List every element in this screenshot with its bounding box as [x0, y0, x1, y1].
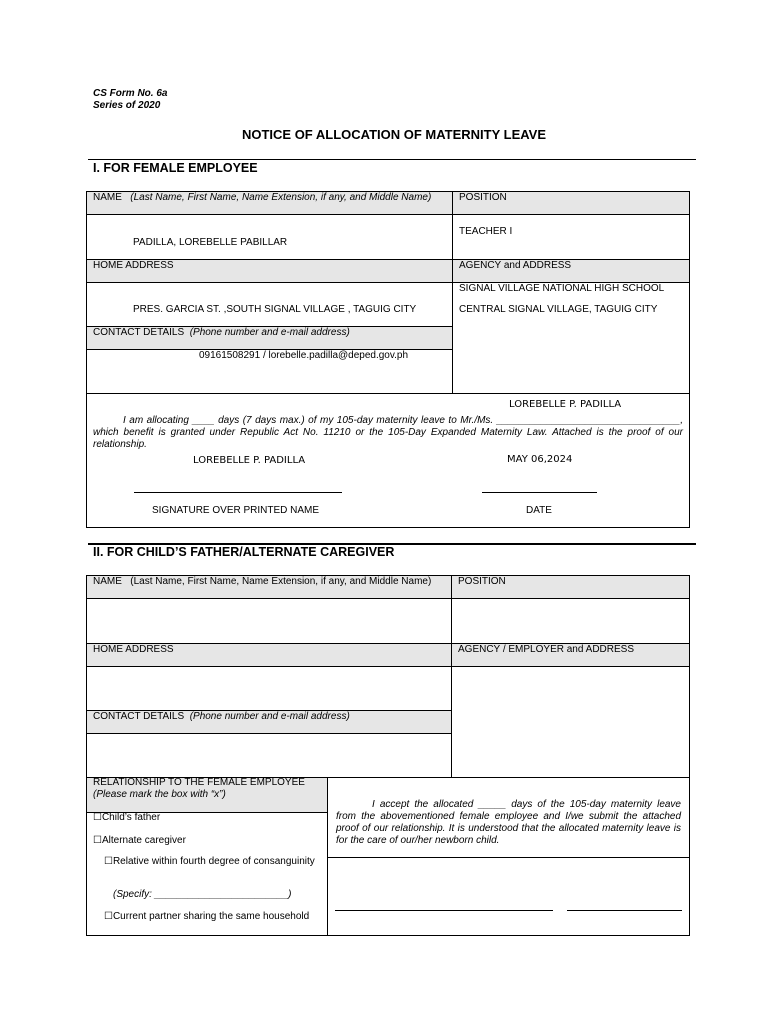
contact-hint: (Phone number and e-mail address): [189, 327, 350, 338]
date-field[interactable]: MAY 06,2024: [507, 454, 573, 465]
contact-label-text: CONTACT DETAILS: [93, 327, 185, 338]
s2-agency-field[interactable]: [453, 668, 688, 776]
agency-field-line1[interactable]: SIGNAL VILLAGE NATIONAL HIGH SCHOOL: [459, 283, 665, 294]
home-address-field[interactable]: PRES. GARCIA ST. ,SOUTH SIGNAL VILLAGE , TAGUIG CITY: [133, 304, 417, 315]
s2-contact-label: [93, 711, 350, 722]
agency-field-line2[interactable]: CENTRAL SIGNAL VILLAGE, TAGUIG CITY: [459, 304, 658, 315]
row-line: [86, 666, 690, 667]
contact-field[interactable]: 09161508291 / lorebelle.padilla@deped.gov.ph: [199, 350, 409, 361]
row-line: [86, 733, 452, 734]
employee-position-field[interactable]: TEACHER I: [459, 226, 513, 237]
option-relative[interactable]: ☐Relative within fourth degree of consanguinity: [104, 856, 315, 867]
name-label-text: NAME: [93, 192, 122, 203]
relationship-hint: (Please mark the box with “x”): [93, 789, 226, 800]
acceptance-statement: I accept the allocated _____ days of the 105-day maternity leave from the abovementioned female employee and I/we submit the attached proof of our relationship. It is understood that the allocated maternity leave is for the care of our/her newborn child.: [336, 799, 681, 846]
date-label: DATE: [526, 505, 552, 516]
row-line: [86, 598, 690, 599]
form-number: CS Form No. 6a: [93, 88, 168, 99]
name-hint: (Last Name, First Name, Name Extension, if any, and Middle Name): [130, 192, 432, 203]
option-childs-father[interactable]: ☐Child’s father: [93, 812, 161, 823]
option-current-partner[interactable]: ☐Current partner sharing the same household: [104, 911, 310, 922]
s2-contact-field[interactable]: [88, 735, 450, 775]
employee-name-field[interactable]: PADILLA, LOREBELLE PABILLAR: [133, 237, 288, 248]
s2-home-address-field[interactable]: [88, 668, 450, 709]
page-title: NOTICE OF ALLOCATION OF MATERNITY LEAVE: [241, 127, 547, 142]
row-line: [327, 857, 690, 858]
position-label: POSITION: [459, 192, 507, 203]
s2-name-hint: (Last Name, First Name, Name Extension, if any, and Middle Name): [130, 576, 432, 587]
section2-divider: [451, 575, 452, 777]
s2-position-label: POSITION: [458, 576, 506, 587]
s2-contact-label-text: CONTACT DETAILS: [93, 711, 185, 722]
section1-rule: [88, 159, 696, 160]
option-specify[interactable]: (Specify: ________________________): [113, 889, 292, 900]
row-line: [86, 393, 690, 394]
row-line: [86, 214, 690, 215]
s2-name-field[interactable]: [88, 600, 450, 642]
section1-divider: [452, 191, 453, 393]
allocation-statement: I am allocating ____ days (7 days max.) of my 105-day maternity leave to Mr./Ms. _________________________________, which benefit is granted under Republic Act No. 11210 or the 105-Day Expanded Maternity Law. Attached is the proof of our relationship.: [93, 415, 683, 450]
s2-contact-hint: (Phone number and e-mail address): [189, 711, 350, 722]
caregiver-date-line[interactable]: [567, 910, 682, 911]
signature-line: [134, 492, 342, 493]
section2-heading: II. FOR CHILD’S FATHER/ALTERNATE CAREGIVER: [93, 545, 395, 559]
option-alternate-caregiver[interactable]: ☐Alternate caregiver: [93, 835, 186, 846]
caregiver-signature-line[interactable]: [335, 910, 553, 911]
signature-label: SIGNATURE OVER PRINTED NAME: [152, 505, 320, 516]
form-series: Series of 2020: [93, 100, 161, 111]
contact-label: [93, 327, 350, 338]
agency-label: AGENCY and ADDRESS: [459, 260, 572, 271]
recipient-name-field[interactable]: LOREBELLE P. PADILLA: [509, 399, 622, 410]
s2-home-address-label: HOME ADDRESS: [93, 644, 174, 655]
s2-name-label: [93, 576, 431, 587]
s2-position-field[interactable]: [453, 600, 688, 642]
s2-name-label-text: NAME: [93, 576, 122, 587]
date-line: [482, 492, 597, 493]
employee-printed-name[interactable]: LOREBELLE P. PADILLA: [193, 455, 306, 466]
home-address-label: HOME ADDRESS: [93, 260, 174, 271]
relationship-label: RELATIONSHIP TO THE FEMALE EMPLOYEE: [93, 777, 305, 788]
name-label: [93, 192, 431, 203]
s2-agency-label: AGENCY / EMPLOYER and ADDRESS: [458, 644, 634, 655]
section1-heading: I. FOR FEMALE EMPLOYEE: [93, 161, 258, 175]
